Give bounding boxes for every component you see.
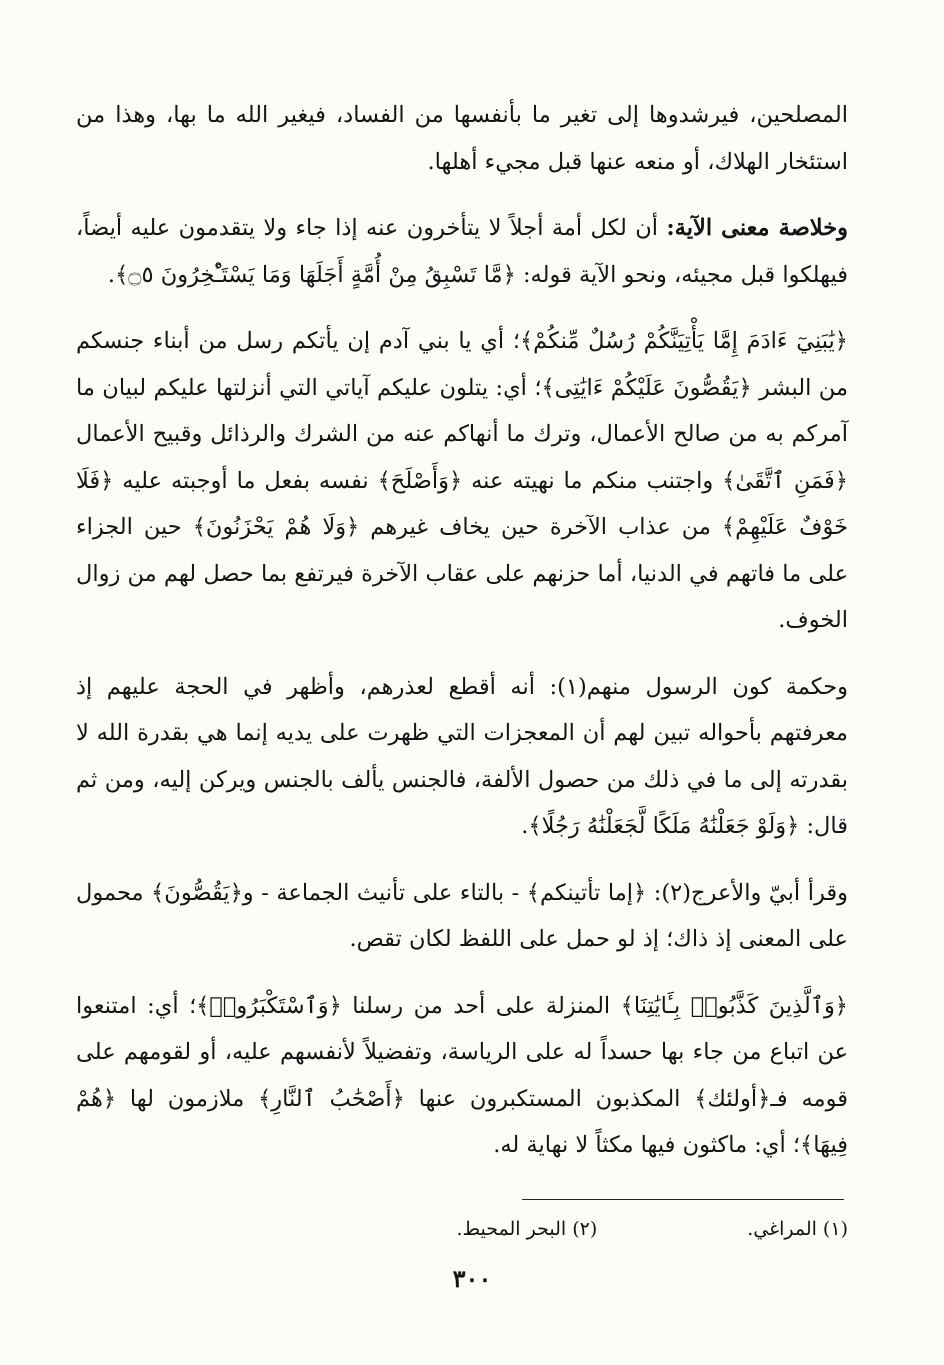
paragraph-2-text: أن لكل أمة أجلاً لا يتأخرون عنه إذا جاء ولا يتقدمون عليه أيضاً، فيهلكوا قبل مجيئه، ونحو الآية قوله: ﴿مَّا تَسْبِقُ مِنْ أُمَّةٍ أَجَلَهَا وَمَا يَسْتَـْٔخِرُونَ ۝٥﴾.	[76, 215, 848, 288]
paragraph-6	[76, 983, 848, 1169]
footnote-2: (٢) البحر المحيط.	[456, 1218, 598, 1240]
paragraph-1	[76, 92, 848, 185]
footnotes	[200, 1214, 848, 1244]
page-body	[76, 92, 848, 1189]
paragraph-6-text: ﴿وَٱلَّذِينَ كَذَّبُوا۟ بِـَٔايَٰتِنَا﴾ المنزلة على أحد من رسلنا ﴿وَٱسْتَكْبَرُوا۟﴾؛ أي: امتنعوا عن اتباع من جاء بها حسداً له على الرياسة، وتفضيلاً لأنفسهم عليه، أو لقومهم على قومه فـ﴿أولئك﴾ المكذبون المستكبرون عنها ﴿أَصْحَٰبُ ٱلنَّارِ﴾ ملازمون لها ﴿هُمْ فِيهَا﴾؛ أي: ماكثون فيها مكثاً لا نهاية له.	[76, 992, 848, 1158]
footnote-divider	[522, 1199, 844, 1200]
page-number: ٣٠٠	[452, 1264, 492, 1293]
paragraph-2-heading: وخلاصة معنى الآية:	[666, 215, 848, 241]
paragraph-3-text: ﴿يَٰبَنِيٓ ءَادَمَ إِمَّا يَأْتِيَنَّكُمْ رُسُلٌ مِّنكُمْ﴾؛ أي يا بني آدم إن يأتكم رسل من أبناء جنسكم من البشر ﴿يَقُصُّونَ عَلَيْكُمْ ءَايَٰتِى﴾؛ أي: يتلون عليكم آياتي التي أنزلتها عليكم لبيان ما آمركم به من صالح الأعمال، وترك ما أنهاكم عنه من الشرك والرذائل وقبيح الأعمال ﴿فَمَنِ ٱتَّقَىٰ﴾ واجتنب منكم ما نهيته عنه ﴿وَأَصْلَحَ﴾ نفسه بفعل ما أوجبته عليه ﴿فَلَا خَوْفٌ عَلَيْهِمْ﴾ من عذاب الآخرة حين يخاف غيرهم ﴿وَلَا هُمْ يَحْزَنُونَ﴾ حين الجزاء على ما فاتهم في الدنيا، أما حزنهم على عقاب الآخرة فيرتفع بما حصل لهم من زوال الخوف.	[76, 328, 848, 633]
footnote-1: (١) المراغي.	[747, 1218, 848, 1240]
paragraph-5-text: وقرأ أبيّ والأعرج(٢): ﴿إما تأتينكم﴾ - بالتاء على تأنيث الجماعة - و﴿يَقُصُّونَ﴾ محمول على المعنى إذ ذاك؛ إذ لو حمل على اللفظ لكان تقص.	[76, 879, 849, 952]
paragraph-4	[76, 664, 848, 850]
paragraph-2	[76, 205, 848, 298]
paragraph-3	[76, 318, 848, 644]
paragraph-4-text: وحكمة كون الرسول منهم(١): أنه أقطع لعذرهم، وأظهر في الحجة عليهم إذ معرفتهم بأحواله تبين لهم أن المعجزات التي ظهرت على يديه إنما هي بقدرة الله لا بقدرته إلى ما في ذلك من حصول الألفة، فالجنس يألف بالجنس ويركن إليه، ومن ثم قال: ﴿وَلَوْ جَعَلْنَٰهُ مَلَكًا لَّجَعَلْنَٰهُ رَجُلًا﴾.	[76, 673, 848, 839]
paragraph-1-text: المصلحين، فيرشدوها إلى تغير ما بأنفسها من الفساد، فيغير الله ما بها، وهذا من استئخار الهلاك، أو منعه عنها قبل مجيء أهلها.	[76, 102, 848, 175]
paragraph-5	[76, 870, 848, 963]
